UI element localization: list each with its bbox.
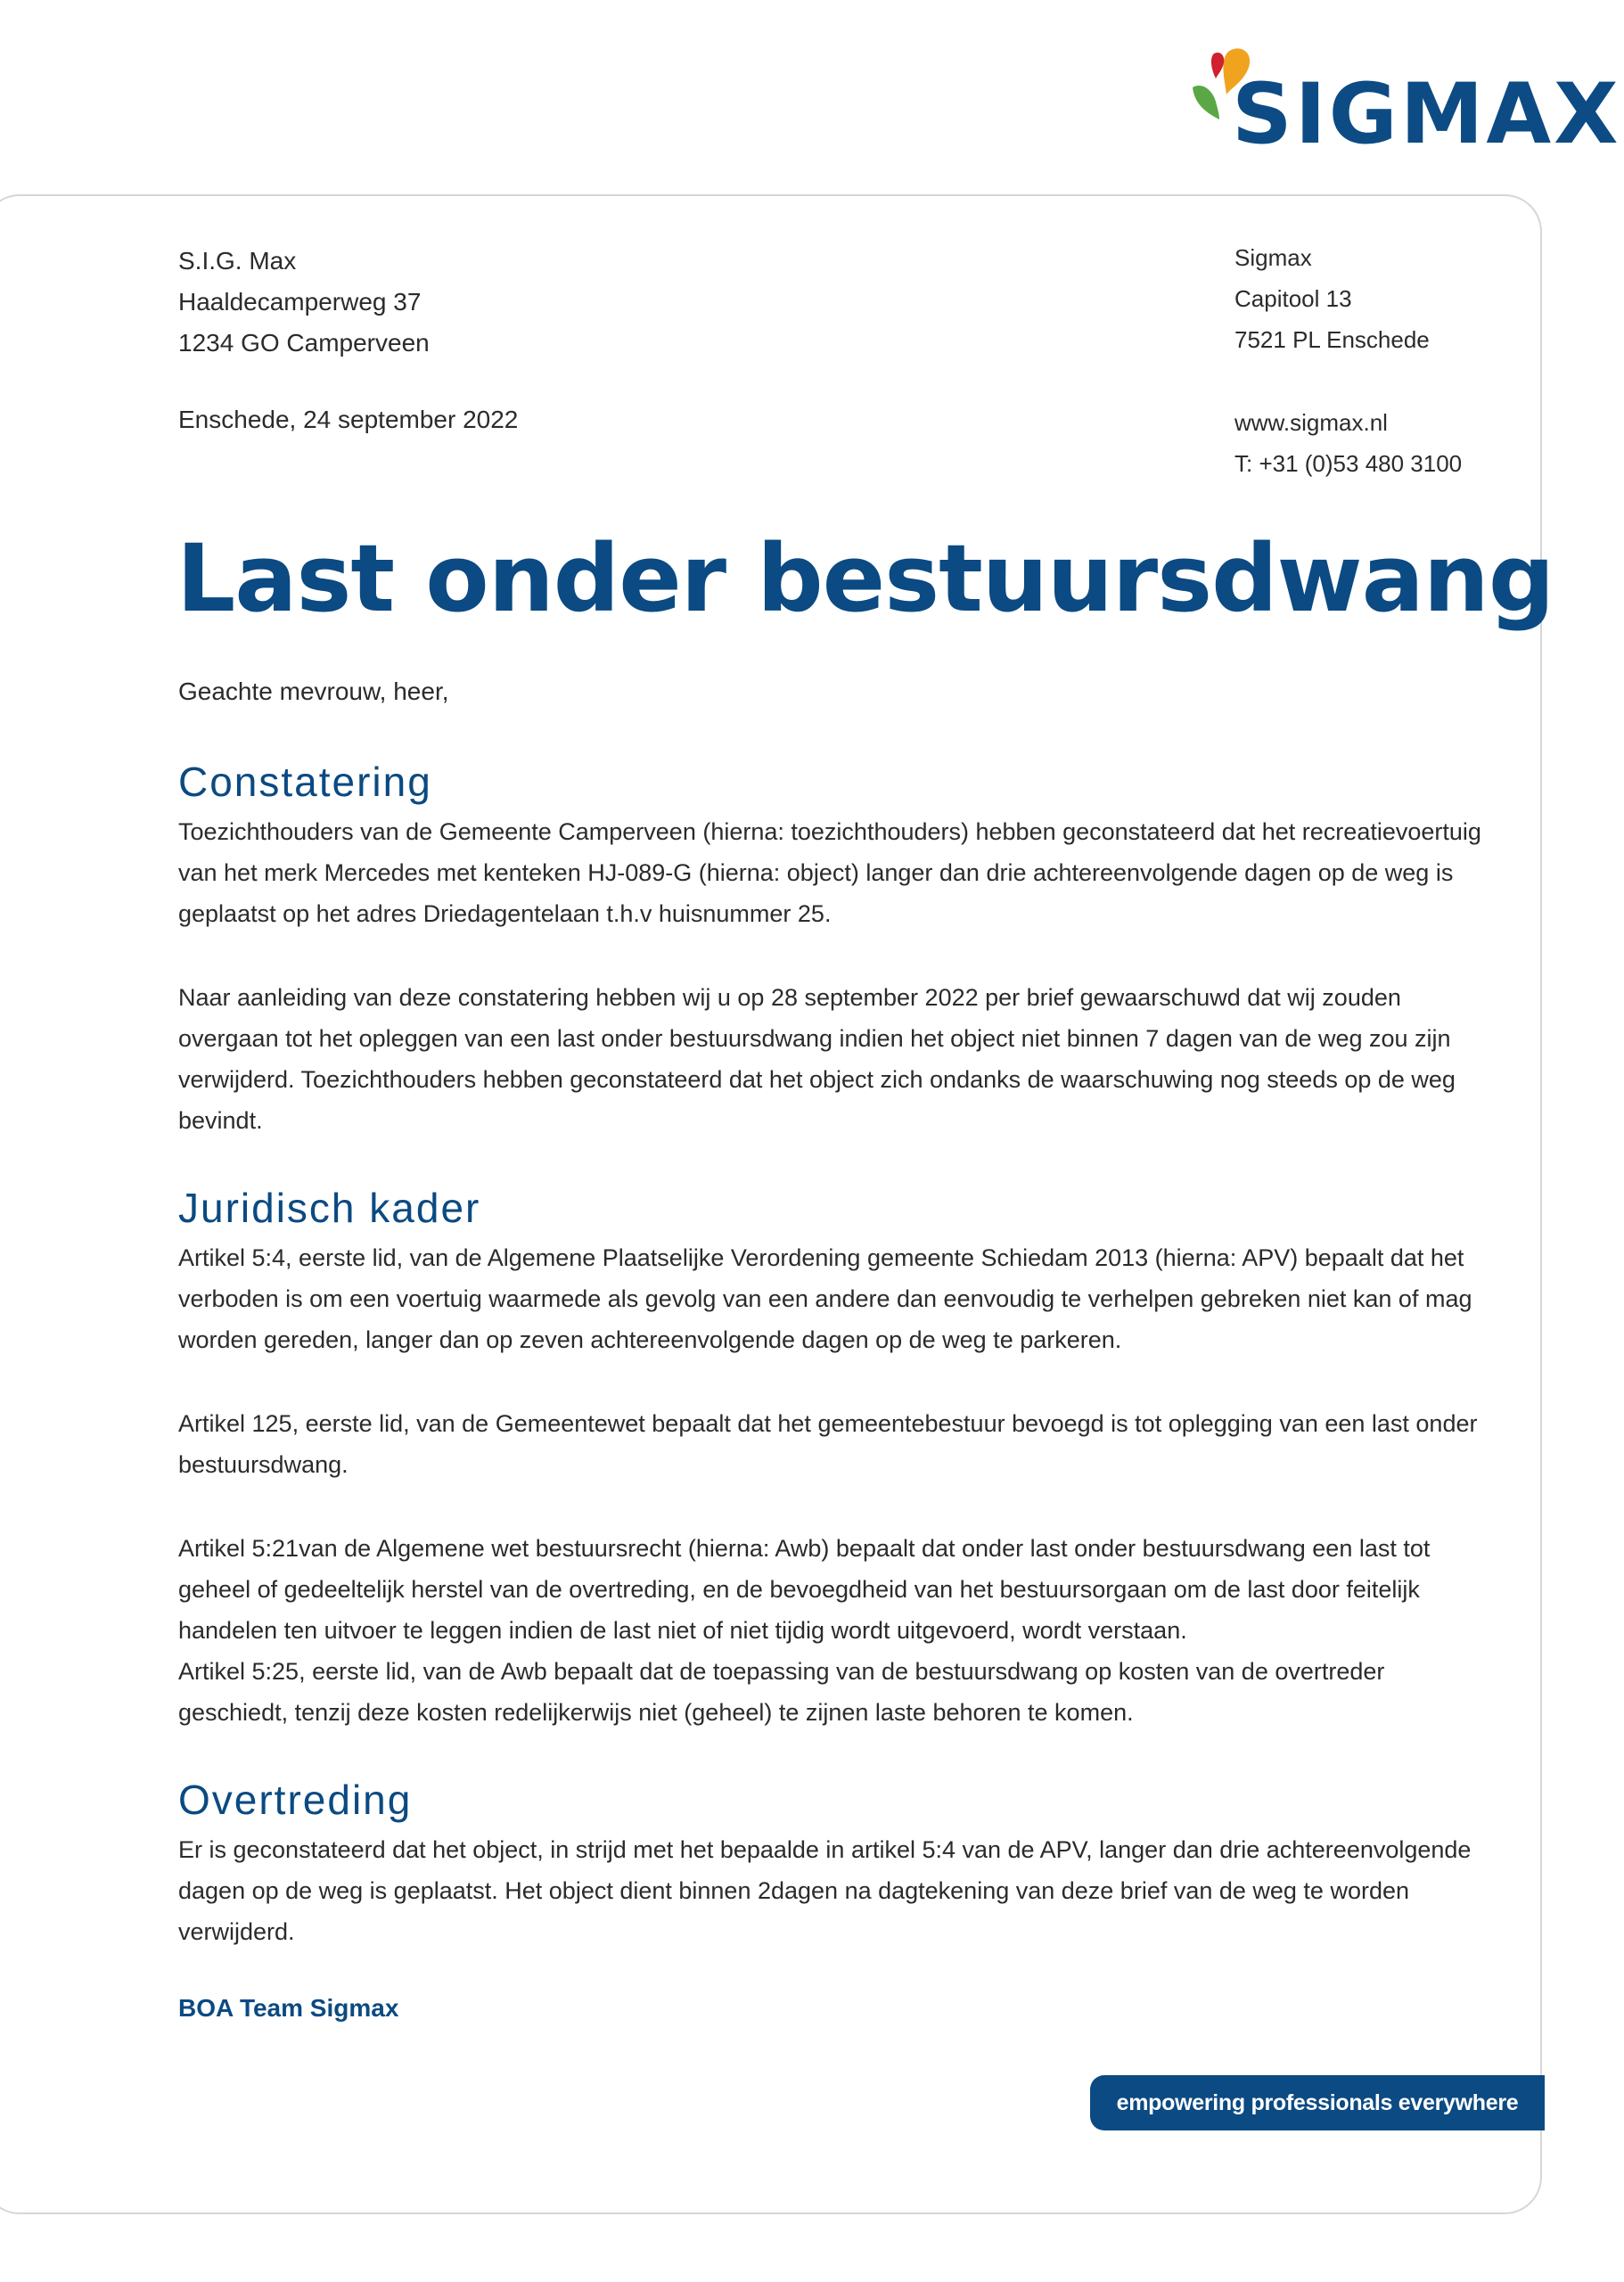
constatering-paragraph-1: Toezichthouders van de Gemeente Camperveen (hierna: toezichthouders) hebben geconstateerd dat het recreatievoertuig van het merk Mercedes met kenteken HJ-089-G (hierna: object) langer dan drie achtereenvolgende dagen op de weg is geplaatst op het adres Driedagentelaan t.h.v huisnummer 25. bbox=[178, 818, 1481, 927]
juridisch-paragraph-2: Artikel 125, eerste lid, van de Gemeentewet bepaalt dat het gemeentebestuur bevoegd is tot oplegging van een last onder bestuursdwang. bbox=[178, 1410, 1478, 1478]
company-contact bbox=[1234, 402, 1462, 484]
company-street: Capitool 13 bbox=[1234, 285, 1352, 312]
heading-constatering: Constatering bbox=[178, 759, 432, 805]
heading-juridisch-kader: Juridisch kader bbox=[178, 1185, 481, 1231]
company-city: 7521 PL Enschede bbox=[1234, 326, 1430, 353]
sender-address bbox=[178, 241, 430, 364]
sender-name: S.I.G. Max bbox=[178, 247, 297, 275]
constatering-paragraph-2: Naar aanleiding van deze constatering hebben wij u op 28 september 2022 per brief gewaarschuwd dat wij zouden overgaan tot het opleggen van een last onder bestuursdwang indien het object niet binnen 7 dagen van de weg zou zijn verwijderd. Toezichthouders hebben geconstateerd dat het object zich ondanks de waarschuwing nog steeds op de weg bevindt. bbox=[178, 984, 1456, 1134]
juridisch-paragraph-3 bbox=[178, 1528, 1489, 1733]
letter-title: Last onder bestuursdwang bbox=[176, 524, 1554, 633]
sigmax-logo-text: SIGMAX bbox=[1232, 66, 1621, 163]
company-address bbox=[1234, 237, 1430, 360]
overtreding-paragraph-1: Er is geconstateerd dat het object, in strijd met het bepaalde in artikel 5:4 van de APV, langer dan drie achtereenvolgende dagen op de weg is geplaatst. Het object dient binnen 2dagen na dagtekening van deze brief van de weg te worden verwijderd. bbox=[178, 1836, 1472, 1945]
signature: BOA Team Sigmax bbox=[178, 1994, 399, 2022]
juridisch-paragraph-1: Artikel 5:4, eerste lid, van de Algemene Plaatselijke Verordening gemeente Schiedam 2013 (hierna: APV) bepaalt dat het verboden is om een voertuig waarmede als gevolg van een andere dan eenvoudig te verhelpen gebreken niet kan of mag worden gereden, langer dan op zeven achtereenvolgende dagen op de weg te parkeren. bbox=[178, 1244, 1472, 1353]
date-line: Enschede, 24 september 2022 bbox=[178, 406, 519, 433]
company-phone: T: +31 (0)53 480 3100 bbox=[1234, 450, 1463, 477]
tagline-banner: empowering professionals everywhere bbox=[1090, 2075, 1545, 2130]
company-website: www.sigmax.nl bbox=[1234, 409, 1388, 436]
sigmax-logo bbox=[1185, 43, 1621, 163]
juridisch-paragraph-3a: Artikel 5:21van de Algemene wet bestuursrecht (hierna: Awb) bepaalt dat onder last onder bestuursdwang een last tot geheel of gedeeltelijk herstel van de overtreding, en de bevoegdheid van het bestuursorgaan om de last door feitelijk handelen ten uitvoer te leggen indien de last niet of niet tijdig wordt uitgevoerd, wordt verstaan. bbox=[178, 1535, 1431, 1644]
company-name: Sigmax bbox=[1234, 244, 1312, 271]
juridisch-paragraph-3b: Artikel 5:25, eerste lid, van de Awb bepaalt dat de toepassing van de bestuursdwang op kosten van de overtreder geschiedt, tenzij deze kosten redelijkerwijs niet (geheel) te zijnen laste behoren te komen. bbox=[178, 1658, 1385, 1726]
heading-overtreding: Overtreding bbox=[178, 1777, 413, 1823]
sender-street: Haaldecamperweg 37 bbox=[178, 288, 422, 316]
sender-city: 1234 GO Camperveen bbox=[178, 329, 430, 357]
greeting: Geachte mevrouw, heer, bbox=[178, 677, 449, 705]
